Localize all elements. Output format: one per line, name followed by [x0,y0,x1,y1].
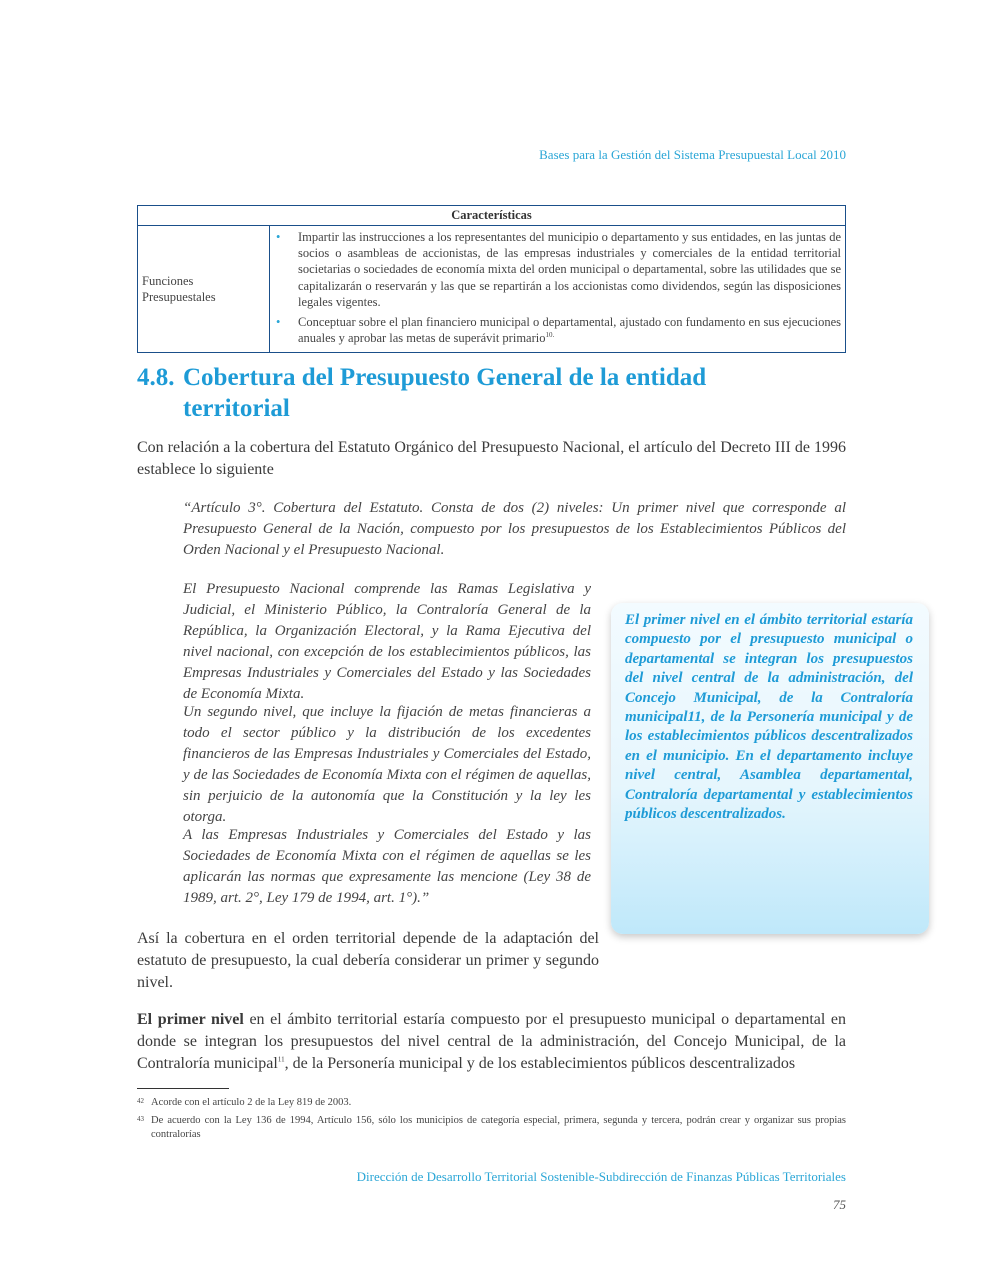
footnote-divider [137,1088,229,1089]
table-row-label: Funciones Presupuestales [138,226,270,353]
table-cell-bullets [270,226,846,353]
quote-paragraph-2: El Presupuesto Nacional comprende las Ramas Legislativa y Judicial, el Ministerio Público, la Contraloría General de la República, la Organización Electoral, y la Rama Ejecutiva del nivel nacional, con excepción de los establecimientos públicos, las Empresas Industriales y Comerciales del Estado y las Sociedades de Economía Mixta. [183,581,591,702]
bullet-icon: • [276,315,281,330]
table-header: Características [138,206,846,226]
quote-paragraph-4: A las Empresas Industriales y Comerciales del Estado y las Sociedades de Economía Mixta con el régimen de aquellas se les aplicarán las normas que expresamente las mencione (Ley 38 de 1989, art. 2°, Ley 179 de 1994, art. 1°).” [183,827,591,906]
callout-box [611,603,929,934]
callout-text: El primer nivel en el ámbito territorial estaría compuesto por el presupuesto municipal o departamental se integran los presupuestos del nivel central de la administración, del Concejo Municipal, de la Contraloría municipal11, de la Personería municipal y de los establecimientos públicos descentralizados en el municipio. En el departamento incluye nivel central, Asamblea departamental, Contraloría departamental y establecimientos públicos descentralizados. [625,612,913,823]
page-number: 75 [833,1197,846,1212]
first-level-term: El primer nivel [137,1011,244,1028]
quote-paragraph-3: Un segundo nivel, que incluye la fijación de metas financieras a todo el sector público y la distribución de los excedentes financieros de las Empresas Industriales y Comerciales del Estado, y de las Sociedades de Economía Mixta con el régimen de aquellas, sin perjuicio de la autonomía que la Constitución y la ley les otorga. [183,704,591,825]
running-header: Bases para la Gestión del Sistema Presupuestal Local 2010 [539,147,846,162]
footnote-text: De acuerdo con la Ley 136 de 1994, Artículo 156, sólo los municipios de categoría especial, primera, segunda y tercera, podrán crear y organizar sus propias contralorías [151,1115,846,1140]
footnote-text: Acorde con el artículo 2 de la Ley 819 de 2003. [151,1097,352,1108]
bullet-text: Conceptuar sobre el plan financiero municipal o departamental, ajustado con fundamento en sus ejecuciones anuales y aprobar las metas de superávit primario [298,315,841,346]
footnote-number: 42 [137,1097,144,1105]
first-level-text-2: , de la Personería municipal y de los establecimientos públicos descentralizados [284,1055,796,1072]
characteristics-table [137,205,846,353]
bullet-list [274,229,841,346]
coverage-paragraph: Así la cobertura en el orden territorial depende de la adaptación del estatuto de presupuesto, la cual debería considerar un primer y segundo nivel. [137,930,599,991]
first-level-paragraph [137,1009,846,1075]
footnote [137,1096,846,1110]
footnote-number: 43 [137,1115,144,1123]
running-footer: Dirección de Desarrollo Territorial Sostenible-Subdirección de Finanzas Públicas Territoriales [356,1169,846,1184]
footnote-ref: 11 [277,1055,285,1064]
footnote [137,1114,846,1142]
quote-paragraph-1: “Artículo 3°. Cobertura del Estatuto. Consta de dos (2) niveles: Un primer nivel que corresponde al Presupuesto General de la Nación, compuesto por los presupuestos de los Establecimientos Públicos del Orden Nacional y el Presupuesto Nacional. [183,500,846,558]
list-item [274,314,841,346]
list-item [274,229,841,310]
section-title-line2: territorial [183,395,290,422]
intro-paragraph: Con relación a la cobertura del Estatuto Orgánico del Presupuesto Nacional, el artículo del Decreto III de 1996 establece lo siguiente [137,439,846,478]
section-number: 4.8. [137,364,175,391]
footnote-ref: 10. [545,331,555,340]
bullet-text: Impartir las instrucciones a los representantes del municipio o departamento y sus entidades, en las juntas de socios o asambleas de accionistas, de las empresas industriales y comerciales de la entidad territorial societarias o sociedades de economía mixta del orden municipal o departamental, sobre las utilidades que se capitalizarán o reservarán y las que se repartirán a los accionistas como dividendos, según las disposiciones legales vigentes. [298,230,841,309]
section-title-line1: Cobertura del Presupuesto General de la entidad [183,364,707,391]
footnotes [137,1096,846,1146]
first-level-text-1: en el ámbito territorial estaría compuesto por el presupuesto municipal o departamental en donde se integran los presupuestos del nivel central de la administración, del Concejo Municipal, de la Contraloría municipal [137,1011,846,1072]
bullet-icon: • [276,230,281,244]
section-heading [137,362,837,424]
table-row [138,226,846,353]
